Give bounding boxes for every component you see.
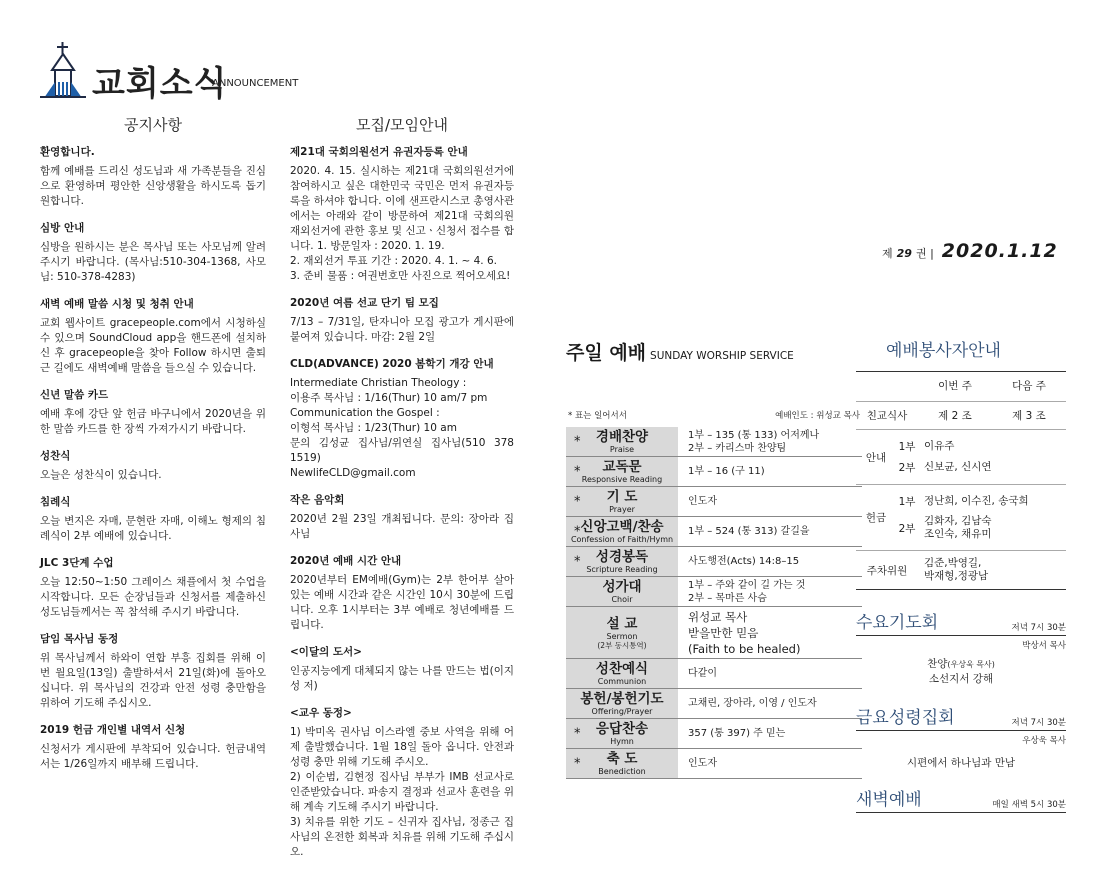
notice-item-title: JLC 3단계 수업: [40, 557, 114, 569]
serve-subrow: [896, 457, 1066, 478]
friday-block: [856, 703, 1066, 771]
notice-item-body: 신청서가 게시판에 부착되어 있습니다. 헌금내역서는 1/26일까지 배부해 드립니다.: [40, 743, 266, 770]
serve-names: 신보균, 신시연: [924, 461, 992, 473]
notice-item-title: 침례식: [40, 496, 71, 508]
worship-order-table: [566, 427, 862, 779]
worship-item-content: 1부 – 135 (통 133) 어저께나 2부 – 카리스마 찬양팀: [688, 429, 820, 454]
serve-names: 김준,박영길, 박재형,정광남: [924, 557, 989, 582]
dawn-block: [856, 785, 1066, 813]
serve-next: 제 3 조: [1012, 410, 1046, 422]
wednesday-title: 수요기도회: [856, 613, 939, 633]
standing-mark: *: [574, 434, 581, 449]
worship-item-content: 다같이: [688, 668, 717, 679]
recruit-list: [290, 145, 514, 860]
worship-row: [566, 577, 862, 607]
issue-suffix: 권 |: [915, 247, 934, 260]
standing-note: * 표는 일어서서: [568, 411, 627, 421]
worship-item-content: 1부 – 16 (구 11): [688, 466, 765, 477]
serve-names: 이유주: [924, 440, 955, 452]
notice-item-title: 성찬식: [40, 450, 71, 462]
notices-title: 공지사항: [124, 116, 182, 134]
worship-item-english: Scripture Reading: [586, 565, 658, 574]
serve-header: [856, 372, 1066, 402]
notice-item-body: 오늘은 성찬식이 있습니다.: [40, 469, 162, 481]
worship-leader: 예배인도 : 위성교 목사: [775, 411, 860, 421]
serve-row-greeter: [856, 402, 1066, 429]
serve-names: 정난희, 이수진, 송국희: [924, 495, 1029, 507]
notice-item-title: 새벽 예배 말씀 시청 및 청취 안내: [40, 298, 194, 310]
notice-item: [40, 495, 266, 544]
worship-item-english: Prayer: [609, 505, 635, 514]
worship-item-content: 인도자: [688, 758, 717, 769]
worship-item-english: Sermon: [606, 631, 638, 641]
worship-row-label: [566, 689, 678, 718]
worship-item-note: (2부 동시통역): [597, 640, 647, 650]
notice-item-body: Intermediate Christian Theology : 이용주 목사님 : 1/16(Thur) 10 am/7 pm Communication the Gospel : 이형석 목사님 : 1/23(Thur) 10 am 문의 김성균 집사님/위연실 집사님(510 378 1519) NewlifeCLD@gmail.com: [290, 377, 514, 479]
worship-section: [566, 338, 862, 779]
worship-item-english: Benediction: [598, 767, 646, 776]
worship-row-label: [566, 607, 678, 658]
notice-item-body: 오늘 변지은 자매, 문현란 자매, 이해노 형제의 침례식이 2부 예배에 있습니다.: [40, 515, 266, 542]
notice-item-body: 2020년부터 EM예배(Gym)는 2부 한어부 살아있는 예배 시간과 같은 시간인 10시 30분에 드립니다. 오후 1시부터는 3부 예배로 청년예배를 드립니다.: [290, 574, 514, 631]
serve-row-guide: [856, 429, 1066, 484]
issue-number: 29: [896, 247, 912, 260]
dawn-title: 새벽예배: [856, 790, 922, 810]
notice-item-title: CLD(ADVANCE) 2020 봄학기 개강 안내: [290, 358, 494, 370]
worship-row: [566, 427, 862, 457]
serve-label: 안내: [865, 451, 887, 464]
notice-item-body: 함께 예배를 드리신 성도님과 새 가족분들을 진심으로 환영하며 평안한 신앙생활을 하시도록 돕기 원합니다.: [40, 165, 266, 207]
worship-row-label: [566, 719, 678, 748]
standing-mark: *: [574, 524, 581, 539]
friday-leader: 우상욱 목사: [1022, 736, 1066, 746]
worship-item-name: 신앙고백/찬송: [580, 519, 664, 535]
notice-item-body: 1) 박미옥 권사님 이스라엘 중보 사역을 위해 어제 출발했습니다. 1월 18일 돌아 옵니다. 안전과 성령 충만 위해 기도해 주시오. 2) 이순범, 김현정 집사님 부부가 IMB 선교사로 인준받았습니다. 파송지 결정과 선교사 훈련을 위해 계속 기도해 주시기 바랍니다. 3) 치유를 위한 기도 – 신귀자 집사님, 정종근 집사님의 온전한 회복과 치유를 위해 기도해 주십시오.: [290, 726, 514, 858]
notice-item: [290, 706, 514, 860]
page-title: 교회소식: [92, 64, 228, 104]
serve-part: 1부: [898, 441, 916, 453]
serve-title: 예배봉사자안내: [886, 341, 1001, 361]
serve-label: 헌금: [865, 512, 887, 524]
notice-item-body: 오늘 12:50~1:50 그레이스 채플에서 첫 수업을 시작합니다. 모든 순장님들과 신청서를 제출하신 성도님들께서는 꼭 참석해 주시기 바랍니다.: [40, 576, 266, 618]
right-column: [856, 336, 1066, 813]
serve-row-parking: [856, 550, 1066, 589]
worship-item-name: 설 교: [606, 615, 638, 632]
notice-item-body: 심방을 원하시는 분은 목사님 또는 사모님께 알려 주시기 바랍니다. (목사님:510-304-1368, 사모님: 510-378-4283): [40, 241, 266, 283]
worship-item-content: 인도자: [688, 496, 717, 507]
worship-item-english: Choir: [611, 595, 633, 604]
worship-header: [566, 338, 862, 365]
worship-item-content: 1부 – 주와 같이 길 가는 것 2부 – 목마른 사슴: [688, 579, 806, 604]
notices-list: [40, 145, 266, 772]
serve-part: 2부: [898, 462, 916, 474]
worship-row: [566, 457, 862, 487]
recruit-title: 모집/모임안내: [356, 116, 448, 134]
worship-row-label: [566, 517, 678, 546]
notice-item-title: <이달의 도서>: [290, 646, 362, 658]
notice-item-title: 2019 헌금 개인별 내역서 신청: [40, 724, 186, 736]
notice-item-body: 예배 후에 강단 앞 헌금 바구니에서 2020년을 위한 말씀 카드를 한 장씩 가져가시기 바랍니다.: [40, 408, 266, 435]
worship-item-content: 357 (통 397) 주 믿는: [688, 728, 786, 739]
worship-item-content: 1부 – 524 (통 313) 갈길을: [688, 526, 810, 537]
notice-item-title: 신년 말씀 카드: [40, 389, 109, 401]
notice-item-title: 심방 안내: [40, 222, 85, 234]
notice-item-body: 7/13 – 7/31일, 탄자니아 모집 광고가 게시판에 붙여져 있습니다. 마감: 2월 2일: [290, 316, 514, 343]
worship-item-content: 사도행전(Acts) 14:8–15: [688, 556, 800, 567]
friday-title: 금요성령집회: [856, 708, 955, 728]
issue-date: 2020.1.12: [941, 240, 1058, 262]
notice-item-title: 환영합니다.: [40, 146, 95, 158]
serve-col-this: 이번 주: [938, 380, 972, 392]
wednesday-line2: 소선지서 강해: [928, 673, 994, 685]
notice-item: [290, 145, 514, 284]
notice-item-title: 제21대 국회의원선거 유권자등록 안내: [290, 146, 468, 158]
church-icon: [40, 42, 86, 98]
serve-table: [856, 371, 1066, 590]
standing-mark: *: [574, 756, 581, 771]
notice-item: [40, 388, 266, 437]
header: [40, 42, 560, 104]
notices-column: [40, 118, 266, 784]
issue-prefix: 제: [882, 247, 893, 260]
serve-names: 김화자, 김남숙 조인숙, 채유미: [924, 515, 992, 540]
standing-mark: *: [574, 554, 581, 569]
worship-item-content: 고채린, 장아라, 이영 / 인도자: [688, 698, 817, 709]
wednesday-header: [856, 608, 1066, 636]
worship-notes: [566, 409, 862, 421]
notice-item: [40, 297, 266, 376]
notice-item-title: 담임 목사님 동정: [40, 633, 119, 645]
wednesday-time: 저녁 7시 30분: [1011, 623, 1066, 633]
friday-header: [856, 703, 1066, 731]
worship-row: [566, 659, 862, 689]
worship-title: 주일 예배: [566, 342, 647, 364]
serve-part: 1부: [898, 496, 916, 508]
serve-subrow: [896, 512, 1066, 544]
serve-subrow: [896, 491, 1066, 512]
notice-item-body: 2020년 2월 23일 개최됩니다. 문의: 장아라 집사님: [290, 513, 514, 540]
friday-time: 저녁 7시 30분: [1011, 718, 1066, 728]
worship-item-english: Praise: [609, 445, 635, 454]
worship-item-english: Responsive Reading: [581, 475, 663, 484]
worship-item-content: 위성교 목사 받을만한 믿음 (Faith to be healed): [688, 609, 801, 656]
worship-item-english: Hymn: [610, 737, 634, 746]
recruit-column: [290, 118, 514, 872]
notice-item: [40, 556, 266, 620]
standing-mark: *: [574, 494, 581, 509]
notice-item-title: 2020년 예배 시간 안내: [290, 555, 402, 567]
worship-item-name: 성가대: [602, 579, 642, 595]
worship-row-label: [566, 487, 678, 516]
worship-row: [566, 517, 862, 547]
serve-part: 2부: [898, 522, 916, 535]
worship-item-name: 응답찬송: [595, 721, 649, 737]
worship-row: [566, 547, 862, 577]
serve-this: 제 2 조: [938, 410, 972, 422]
notice-item-title: <교우 동정>: [290, 707, 352, 719]
worship-item-english: Confession of Faith/Hymn: [570, 535, 674, 544]
page-subtitle: ANNOUNCEMENT: [212, 78, 299, 89]
serve-row-offering: [856, 484, 1066, 550]
worship-row-label: [566, 749, 678, 778]
worship-item-name: 봉헌/봉헌기도: [580, 691, 664, 707]
worship-row: [566, 749, 862, 779]
worship-row-label: [566, 659, 678, 688]
serve-col-next: 다음 주: [1012, 380, 1046, 392]
wednesday-line1-note: (우상욱 목사): [947, 660, 995, 669]
notice-item: [290, 357, 514, 481]
wednesday-line1: 찬양: [927, 658, 948, 670]
worship-row-label: [566, 577, 678, 606]
worship-subtitle: SUNDAY WORSHIP SERVICE: [650, 350, 794, 362]
worship-item-name: 성경봉독: [595, 549, 649, 565]
notice-item-title: 작은 음악회: [290, 494, 345, 506]
notice-item-title: 2020년 여름 선교 단기 팀 모집: [290, 297, 439, 309]
wednesday-leader: 박상서 목사: [1022, 641, 1066, 651]
worship-row: [566, 689, 862, 719]
notice-item: [290, 296, 514, 345]
notice-item: [40, 723, 266, 772]
wednesday-block: [856, 608, 1066, 687]
worship-item-name: 성찬예식: [595, 661, 649, 677]
notice-item-body: 2020. 4. 15. 실시하는 제21대 국회의원선거에 참여하시고 싶은 대한민국 국민은 먼저 유권자등록을 하셔야 합니다. 이에 샌프란시스코 총영사관에서는 아래와 같이 방문하여 제21대 국회의원 재외선거에 관한 홍보 및 신고ㆍ신청서 접수를 합니다. 1. 방문일자 : 2020. 1. 19. 2. 재외선거 투표 기간 : 2020. 4. 1. ~ 4. 6. 3. 준비 물품 : 여권번호만 사진으로 찍어오세요!: [290, 165, 514, 282]
worship-row-label: [566, 427, 678, 456]
notice-item: [40, 632, 266, 711]
worship-item-name: 기 도: [606, 489, 638, 505]
serve-label: 주차위원: [866, 564, 908, 577]
standing-mark: *: [574, 464, 581, 479]
worship-item-english: Offering/Prayer: [591, 707, 653, 716]
notice-item-body: 교회 웹사이트 gracepeople.com에서 시청하실 수 있으며 SoundCloud app을 핸드폰에 설치하신 후 gracepeople을 찾아 Follow 하시면 출퇴근 길에도 새벽예배 말씀을 들으실 수 있습니다.: [40, 317, 266, 374]
notice-item-body: 위 목사님께서 하와이 연합 부흥 집회를 위해 이번 월요일(13일) 출발하셔서 21일(화)에 돌아오십니다. 위 목사님의 건강과 안전 성령 충만함을 위하여 기도해 주십시오.: [40, 652, 266, 709]
worship-row-label: [566, 457, 678, 486]
notice-item: [40, 145, 266, 209]
serve-subrow: [896, 436, 1066, 457]
worship-row: [566, 487, 862, 517]
notice-item: [40, 221, 266, 285]
serve-label: 친교식사: [866, 410, 908, 422]
standing-mark: *: [574, 726, 581, 741]
notice-item: [290, 645, 514, 694]
worship-item-name: 경배찬양: [595, 429, 649, 445]
worship-row-label: [566, 547, 678, 576]
worship-row: [566, 607, 862, 659]
wednesday-body: [856, 657, 1066, 687]
notice-item: [290, 554, 514, 633]
notice-item-body: 인공지능에게 대체되지 않는 나를 만드는 법(이지성 저): [290, 665, 514, 692]
worship-item-english: Communion: [597, 677, 647, 686]
dawn-time: 매일 새벽 5시 30분: [992, 800, 1066, 810]
worship-item-name: 축 도: [606, 751, 638, 767]
friday-body: 시편에서 하나님과 만남: [906, 757, 1016, 769]
worship-row: [566, 719, 862, 749]
issue-info: [882, 240, 1058, 262]
worship-item-name: 교독문: [602, 459, 642, 475]
notice-item: [40, 449, 266, 483]
dawn-header: [856, 785, 1066, 813]
notice-item: [290, 493, 514, 542]
